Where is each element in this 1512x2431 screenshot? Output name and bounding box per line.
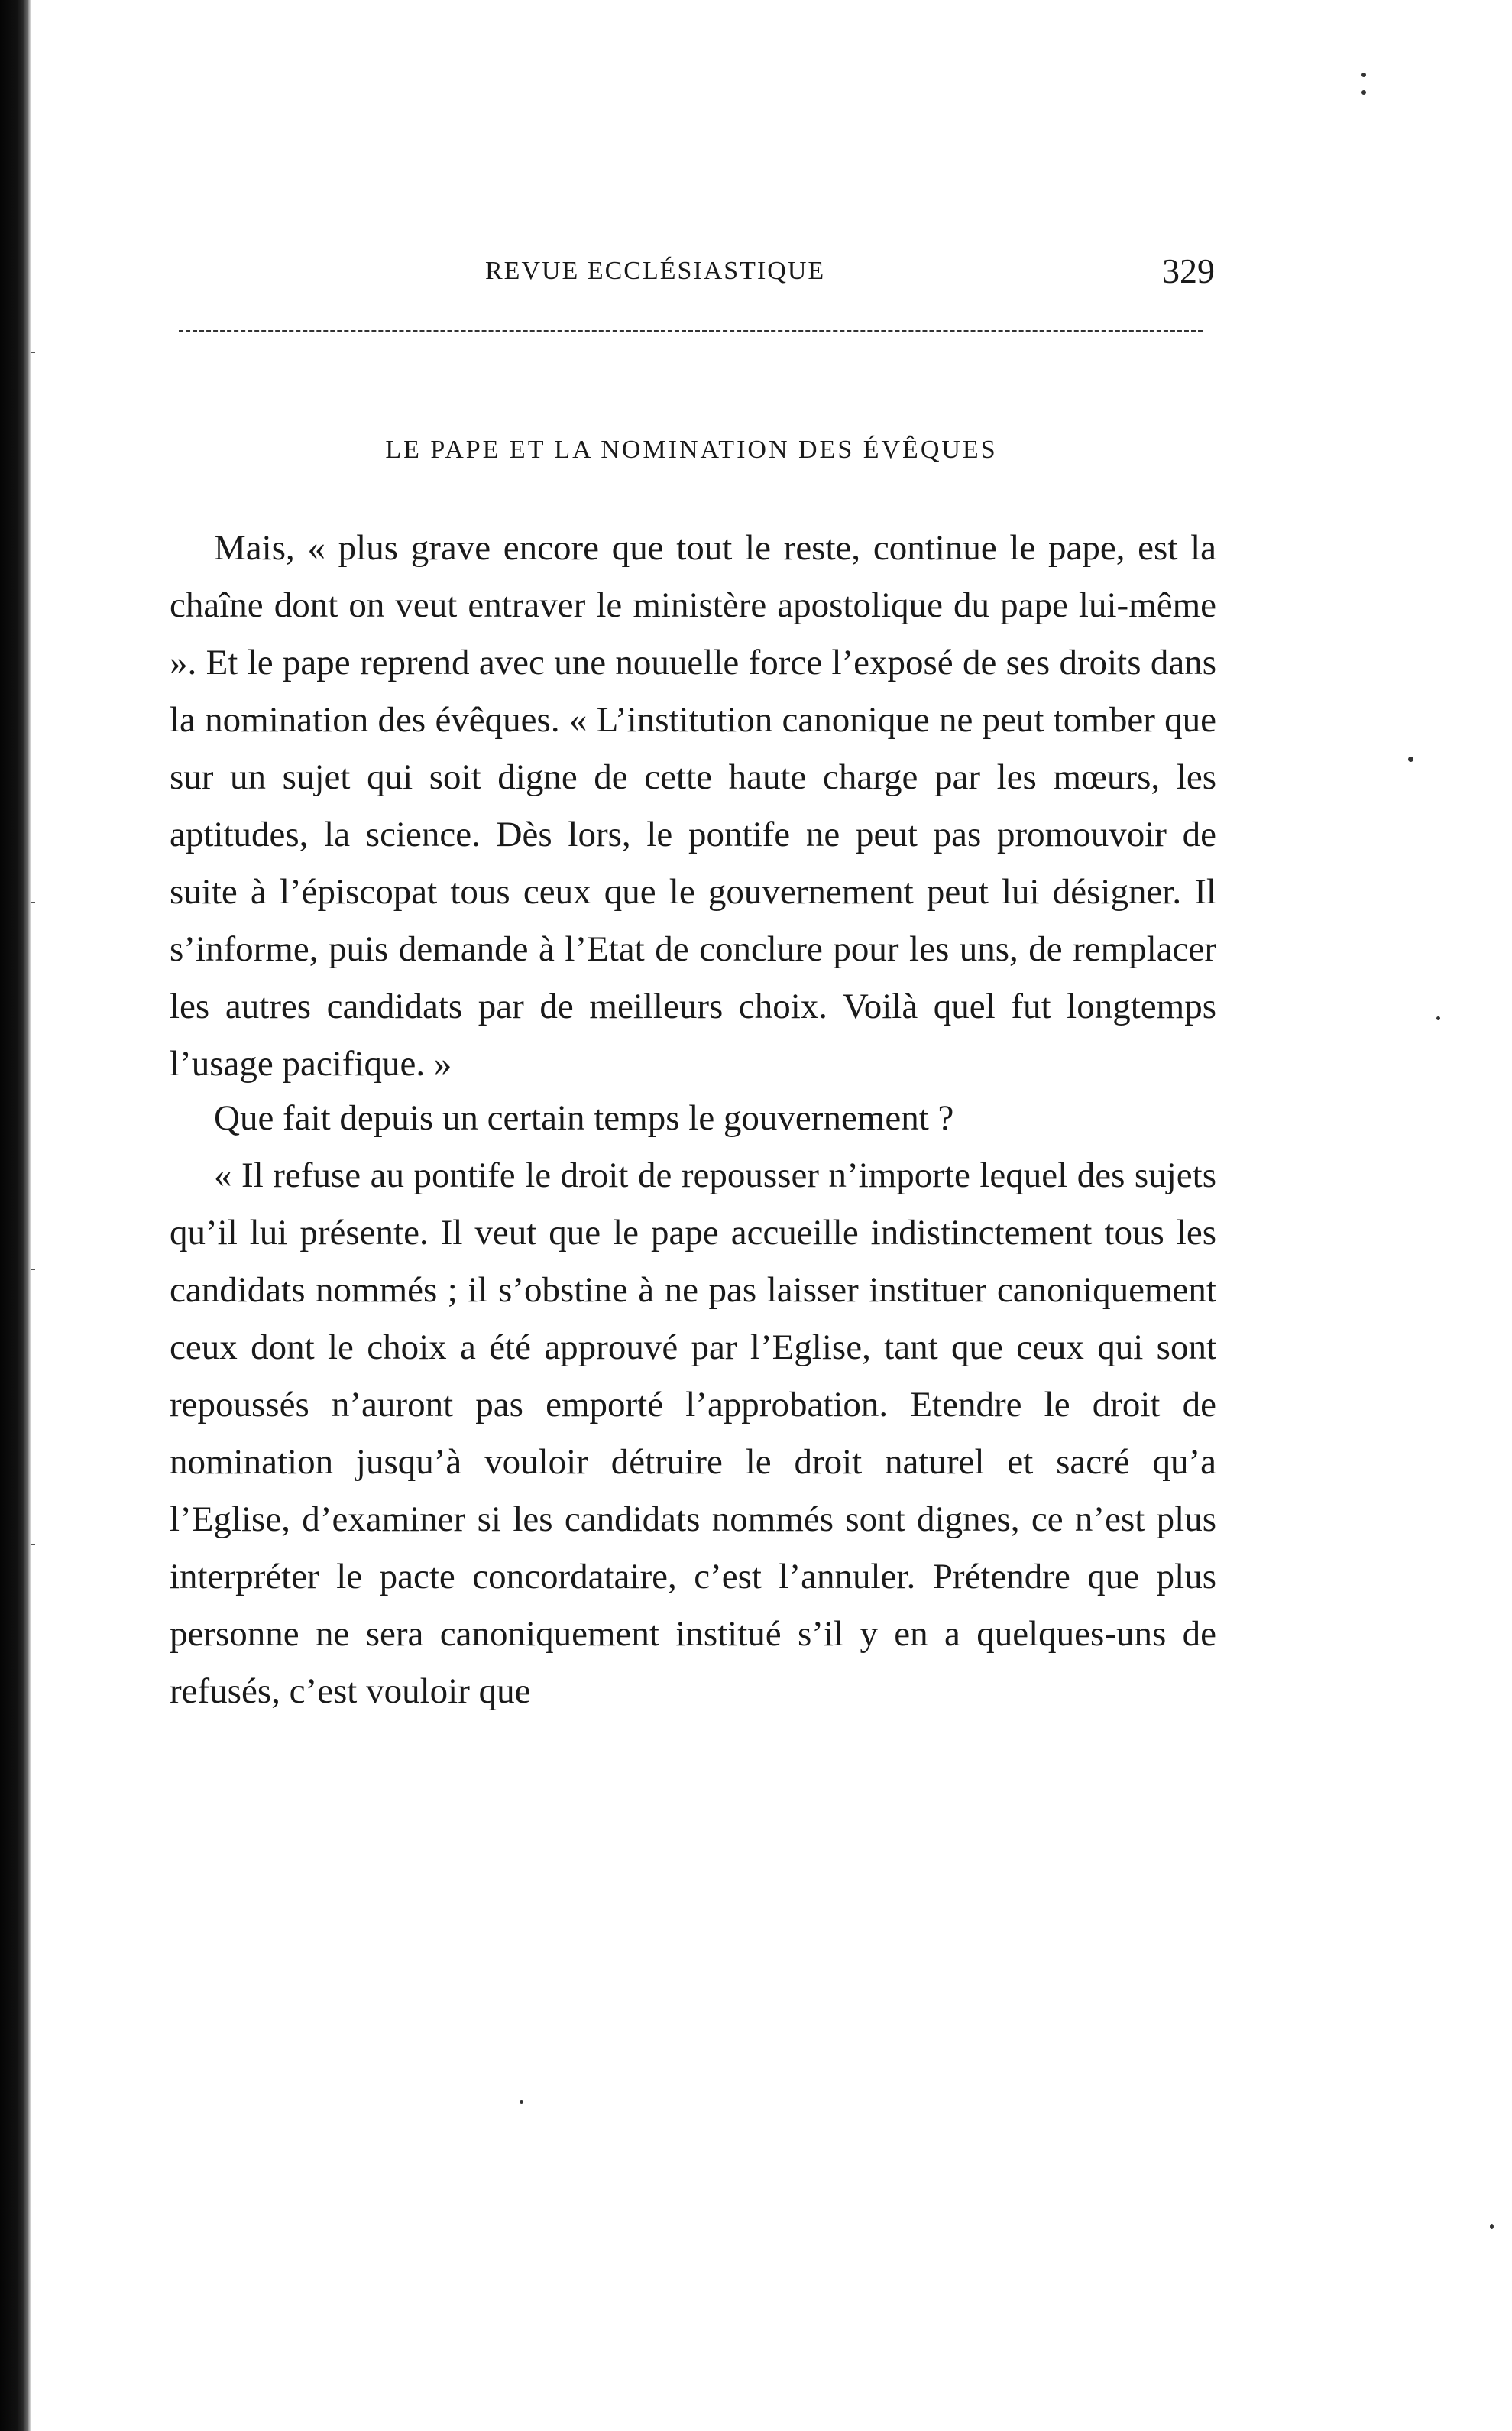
paragraph: Que fait depuis un certain temps le gouvernement ? <box>214 1098 954 1138</box>
scan-dot <box>1361 73 1366 77</box>
paragraph: « Il refuse au pontife le droit de repousser n’importe lequel des sujets qu’il lui présente. Il veut que le pape accueille indistinctement tous les candidats nommés ; il s’obstine à ne pas laisser instituer canoniquement ceux dont le choix a été approuvé par l’Eglise, tant que ceux qui sont repoussés n’auront pas emporté l’approbation. Etendre le droit de nomination jusqu’à vouloir détruire le droit naturel et sacré qu’a l’Eglise, d’examiner si les candidats nommés sont dignes, ce n’est plus interpréter le pacte concordataire, c’est l’annuler. Prétendre que plus personne ne sera canoniquement institué s’il y en a quelques-uns de refusés, c’est vouloir que <box>170 1156 1216 1711</box>
section-title: LE PAPE ET LA NOMINATION DES ÉVÊQUES <box>385 436 998 464</box>
scan-dot <box>1490 2224 1494 2229</box>
running-title: REVUE ECCLÉSIASTIQUE <box>485 257 826 285</box>
page-number: 329 <box>1162 251 1215 290</box>
scan-dot <box>1361 90 1366 95</box>
header-rule <box>179 330 1203 332</box>
running-head <box>176 251 1215 297</box>
scan-speck <box>31 902 35 903</box>
scan-dot <box>520 2100 523 2104</box>
scan-speck <box>31 1544 35 1545</box>
scan-speck <box>31 1269 35 1270</box>
scan-dot <box>1436 1016 1440 1020</box>
paragraph: Mais, « plus grave encore que tout le reste, continue le pape, est la chaîne dont on veut entraver le ministère apostolique du pape lui-même ». Et le pape reprend avec une nouuelle force l’exposé de ses droits dans la nomination des évêques. « L’institution canonique ne peut tomber que sur un sujet qui soit digne de cette haute charge par les mœurs, les aptitudes, la science. Dès lors, le pontife ne peut pas promouvoir de suite à l’épiscopat tous ceux que le gouvernement peut lui désigner. Il s’informe, puis demande à l’Etat de conclure pour les uns, de remplacer les autres candidats par de meilleurs choix. Voilà quel fut longtemps l’usage pacifique. » <box>170 528 1216 1084</box>
scan-speck <box>31 352 35 353</box>
binding-edge <box>0 0 31 2431</box>
body-text <box>170 520 1216 1720</box>
scan-dot <box>1408 757 1413 762</box>
